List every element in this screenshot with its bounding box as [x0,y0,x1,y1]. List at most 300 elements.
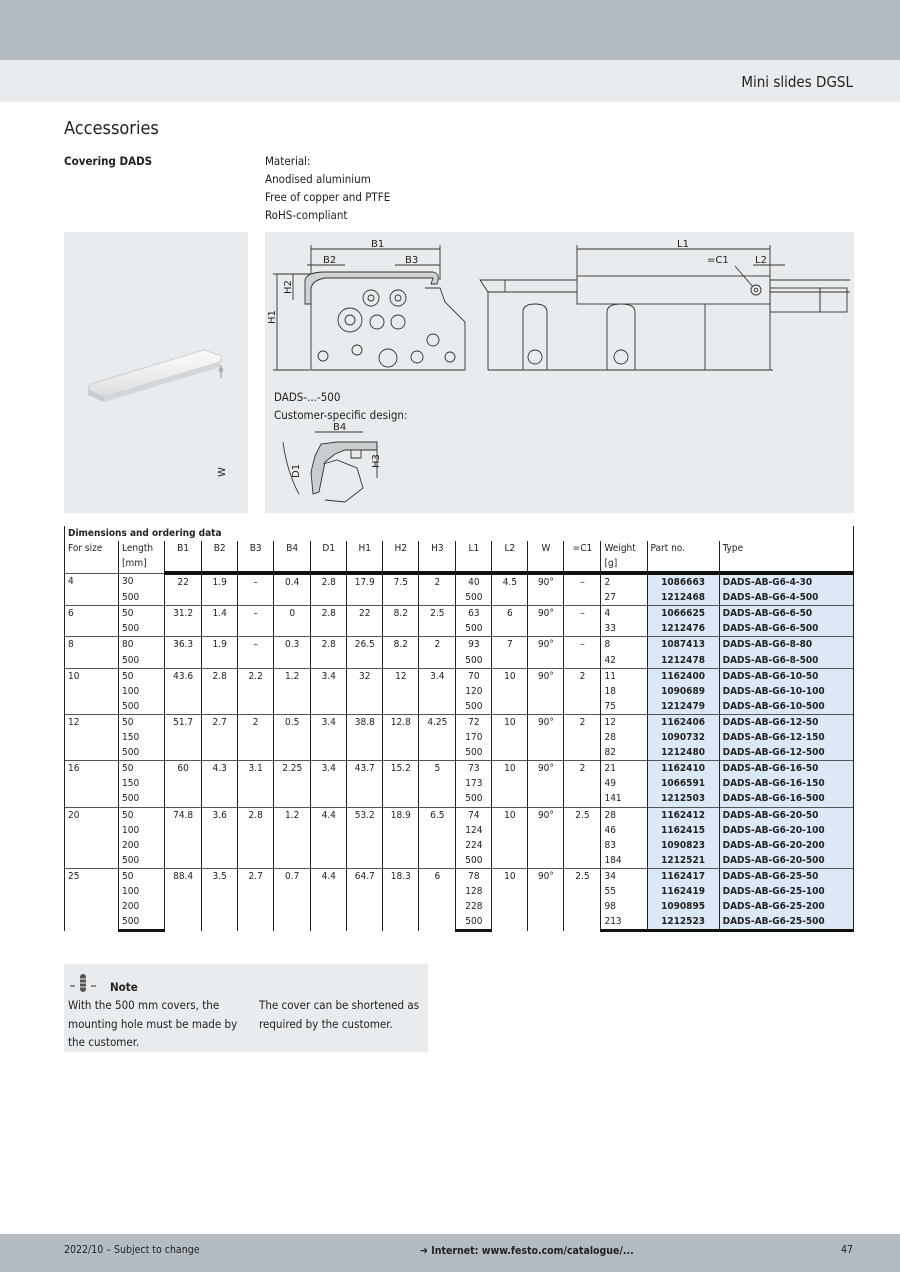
w-cell: 90° [528,668,564,714]
l2-cell: 10 [492,761,528,807]
l1-cell: 500 [456,914,492,931]
weight-cell: 42 [601,653,647,669]
column-header-label: H3 [431,543,444,555]
b3-cell: 2.7 [238,868,274,930]
b2-cell: 2.8 [202,668,238,714]
table-row [65,807,854,823]
column-header-unit [68,556,115,571]
h2-cell: 12 [383,668,419,714]
dim-l2-label: L2 [755,255,767,266]
footer-link[interactable]: ➔ Internet: www.festo.com/catalogue/... [420,1245,634,1257]
page-number: 47 [840,1244,853,1256]
technical-drawing [217,232,854,513]
l1-cell: 63 [456,606,492,622]
column-header-label: H2 [394,543,408,555]
b2-cell: 3.6 [202,807,238,868]
column-header-label: L2 [504,543,516,555]
column-header-unit: [g] [604,558,618,570]
h2-cell: 8.2 [383,606,419,637]
l1-cell: 74 [456,807,492,823]
part-number-cell: 1162400 [647,668,719,684]
part-number-cell: 1066591 [647,776,719,791]
l2-cell: 10 [492,714,528,760]
weight-cell: 4 [601,606,647,622]
l1-cell: 500 [456,653,492,669]
size-cell: 10 [65,668,119,714]
b1-cell: 31.2 [165,606,202,637]
column-header-label: D1 [322,543,336,555]
column-header-label: For size [68,543,103,555]
b3-cell: – [238,637,274,668]
part-number-cell: 1162415 [647,823,719,838]
h2-cell: 15.2 [383,761,419,807]
length-cell: 50 [119,668,165,684]
length-cell: 150 [119,730,165,745]
type-cell: DADS-AB-G6-12-150 [719,730,853,745]
part-number-cell: 1162419 [647,884,719,899]
l1-cell: 500 [456,745,492,761]
dim-h2-label: H2 [283,280,294,294]
drawing-caption-standard: DADS-...-500 [274,390,341,404]
type-cell: DADS-AB-G6-25-50 [719,868,853,884]
column-header-label: L1 [468,543,480,555]
length-cell: 100 [119,684,165,699]
column-header [564,541,601,573]
note-label: Note [110,980,138,994]
type-cell: DADS-AB-G6-25-100 [719,884,853,899]
type-cell: DADS-AB-G6-10-500 [719,699,853,715]
column-header-label: =C1 [572,543,593,555]
material-line: Free of copper and PTFE [265,190,391,204]
h3-cell: 2.5 [419,606,456,637]
footer-date: 2022/10 – Subject to change [64,1244,200,1256]
weight-cell: 34 [601,868,647,884]
l1-cell: 93 [456,637,492,653]
column-header-unit [495,556,524,571]
w-cell: 90° [528,606,564,637]
column-header-label: B3 [249,543,262,555]
length-cell: 100 [119,884,165,899]
type-cell: DADS-AB-G6-6-500 [719,621,853,637]
part-number-cell: 1212468 [647,590,719,606]
column-header-unit [567,556,597,571]
column-header-label: Weight [604,543,636,555]
column-header-unit [168,556,198,571]
l1-cell: 78 [456,868,492,884]
length-cell: 200 [119,899,165,914]
table-row [65,606,854,622]
type-cell: DADS-AB-G6-4-30 [719,573,853,590]
l2-cell: 10 [492,807,528,868]
length-cell: 500 [119,914,165,931]
column-header [528,541,564,573]
part-number-cell: 1090689 [647,684,719,699]
length-cell: 500 [119,853,165,869]
c1-cell: 2 [564,714,601,760]
b1-cell: 60 [165,761,202,807]
l2-cell: 4.5 [492,573,528,606]
type-cell: DADS-AB-G6-25-500 [719,914,853,931]
l1-cell: 500 [456,699,492,715]
section-title: Accessories [64,118,159,139]
type-cell: DADS-AB-G6-25-200 [719,899,853,914]
column-header-unit [350,556,379,571]
column-header [274,541,311,573]
b2-cell: 2.7 [202,714,238,760]
part-number-cell: 1212479 [647,699,719,715]
h1-cell: 38.8 [347,714,383,760]
length-cell: 500 [119,699,165,715]
part-number-cell: 1212521 [647,853,719,869]
column-header-unit [459,556,488,571]
part-number-cell: 1162412 [647,807,719,823]
h3-cell: 4.25 [419,714,456,760]
column-header-label: B2 [213,543,226,555]
size-cell: 6 [65,606,119,637]
b2-cell: 1.9 [202,573,238,606]
b4-cell: 2.25 [274,761,311,807]
weight-cell: 33 [601,621,647,637]
drawing-caption-custom: Customer-specific design: [274,408,408,422]
column-header [347,541,383,573]
part-number-cell: 1090732 [647,730,719,745]
weight-cell: 141 [601,791,647,807]
weight-cell: 27 [601,590,647,606]
c1-cell: – [564,573,601,606]
product-title: Mini slides DGSL [741,73,853,91]
c1-cell: 2.5 [564,807,601,868]
note-box [64,964,428,1052]
size-cell: 16 [65,761,119,807]
column-header [119,541,165,573]
weight-cell: 2 [601,573,647,590]
dim-w-label: W [217,467,228,477]
b4-cell: 0.3 [274,637,311,668]
c1-cell: 2 [564,761,601,807]
length-cell: 500 [119,621,165,637]
column-header [65,541,119,573]
type-cell: DADS-AB-G6-20-200 [719,838,853,853]
column-header-unit [277,556,307,571]
h1-cell: 43.7 [347,761,383,807]
weight-cell: 213 [601,914,647,931]
weight-cell: 18 [601,684,647,699]
weight-cell: 11 [601,668,647,684]
b2-cell: 1.9 [202,637,238,668]
column-header-unit [314,556,343,571]
l2-cell: 7 [492,637,528,668]
dim-b2-label: B2 [323,255,337,266]
b4-cell: 0 [274,606,311,637]
b4-cell: 1.2 [274,807,311,868]
column-header-unit [241,556,270,571]
part-number-cell: 1212480 [647,745,719,761]
column-header-label: Part no. [650,543,685,555]
d1-cell: 2.8 [311,606,347,637]
column-header [202,541,238,573]
length-cell: 500 [119,791,165,807]
table-row [65,668,854,684]
l1-cell: 170 [456,730,492,745]
b3-cell: 3.1 [238,761,274,807]
weight-cell: 82 [601,745,647,761]
h2-cell: 7.5 [383,573,419,606]
page-header [0,60,900,102]
b2-cell: 3.5 [202,868,238,930]
d1-cell: 3.4 [311,714,347,760]
length-cell: 500 [119,590,165,606]
type-cell: DADS-AB-G6-6-50 [719,606,853,622]
column-header [647,541,719,573]
part-number-cell: 1090823 [647,838,719,853]
dim-b4-label: B4 [333,422,347,433]
table-body [65,573,854,931]
dim-d1-label: D1 [291,463,302,478]
l1-cell: 173 [456,776,492,791]
column-header-unit [651,556,716,571]
type-cell: DADS-AB-G6-8-80 [719,637,853,653]
l2-cell: 10 [492,868,528,930]
h1-cell: 64.7 [347,868,383,930]
type-cell: DADS-AB-G6-10-100 [719,684,853,699]
column-header-label: W [541,543,551,555]
part-number-cell: 1162417 [647,868,719,884]
length-cell: 50 [119,761,165,777]
size-cell: 4 [65,573,119,606]
l1-cell: 500 [456,853,492,869]
d1-cell: 2.8 [311,637,347,668]
h3-cell: 3.4 [419,668,456,714]
part-number-cell: 1212523 [647,914,719,931]
dimensions-table [64,526,854,932]
b3-cell: 2.2 [238,668,274,714]
column-header [383,541,419,573]
l2-cell: 6 [492,606,528,637]
material-line: Anodised aluminium [265,172,371,186]
column-header [238,541,274,573]
column-header [419,541,456,573]
page-footer [0,1234,900,1272]
technical-drawing-panel [217,232,854,513]
table-row [65,761,854,777]
length-cell: 200 [119,838,165,853]
w-cell: 90° [528,868,564,930]
b1-cell: 43.6 [165,668,202,714]
type-cell: DADS-AB-G6-8-500 [719,653,853,669]
h3-cell: 5 [419,761,456,807]
weight-cell: 83 [601,838,647,853]
c1-cell: 2.5 [564,868,601,930]
l1-cell: 72 [456,714,492,730]
dim-l1-label: L1 [677,239,689,250]
l1-cell: 128 [456,884,492,899]
w-cell: 90° [528,807,564,868]
l1-cell: 120 [456,684,492,699]
weight-cell: 98 [601,899,647,914]
weight-cell: 184 [601,853,647,869]
l1-cell: 500 [456,590,492,606]
type-cell: DADS-AB-G6-4-500 [719,590,853,606]
l1-cell: 73 [456,761,492,777]
length-cell: 500 [119,745,165,761]
product-subhead: Covering DADS [64,154,153,168]
l1-cell: 224 [456,838,492,853]
length-cell: 80 [119,637,165,653]
column-header [165,541,202,573]
length-cell: 50 [119,807,165,823]
part-number-cell: 1087413 [647,637,719,653]
column-header-unit [723,556,850,571]
b1-cell: 22 [165,573,202,606]
l1-cell: 500 [456,621,492,637]
column-header-unit [422,556,452,571]
b3-cell: 2 [238,714,274,760]
l1-cell: 228 [456,899,492,914]
h1-cell: 17.9 [347,573,383,606]
d1-cell: 4.4 [311,807,347,868]
part-number-cell: 1212476 [647,621,719,637]
column-header [492,541,528,573]
l1-cell: 500 [456,791,492,807]
h3-cell: 2 [419,637,456,668]
part-number-cell: 1086663 [647,573,719,590]
type-cell: DADS-AB-G6-20-500 [719,853,853,869]
length-cell: 50 [119,714,165,730]
b4-cell: 0.5 [274,714,311,760]
d1-cell: 3.4 [311,761,347,807]
b1-cell: 36.3 [165,637,202,668]
h1-cell: 32 [347,668,383,714]
type-cell: DADS-AB-G6-10-50 [719,668,853,684]
part-number-cell: 1212503 [647,791,719,807]
weight-cell: 12 [601,714,647,730]
dim-h1-label: H1 [267,310,278,324]
type-cell: DADS-AB-G6-16-50 [719,761,853,777]
weight-cell: 75 [601,699,647,715]
h2-cell: 18.3 [383,868,419,930]
part-number-cell: 1066625 [647,606,719,622]
h2-cell: 18.9 [383,807,419,868]
dim-b3-label: B3 [405,255,419,266]
weight-cell: 55 [601,884,647,899]
top-band [0,0,900,60]
length-cell: 150 [119,776,165,791]
dimensions-table-wrap [64,526,854,932]
material-line: RoHS-compliant [265,208,348,222]
table-caption: Dimensions and ordering data [65,526,854,541]
column-header [719,541,853,573]
h1-cell: 22 [347,606,383,637]
c1-cell: – [564,637,601,668]
weight-cell: 28 [601,807,647,823]
b4-cell: 0.4 [274,573,311,606]
h3-cell: 2 [419,573,456,606]
l2-cell: 10 [492,668,528,714]
d1-cell: 2.8 [311,573,347,606]
h2-cell: 12.8 [383,714,419,760]
type-cell: DADS-AB-G6-12-500 [719,745,853,761]
weight-cell: 28 [601,730,647,745]
b1-cell: 88.4 [165,868,202,930]
type-cell: DADS-AB-G6-20-100 [719,823,853,838]
weight-cell: 49 [601,776,647,791]
table-row [65,573,854,590]
l1-cell: 40 [456,573,492,590]
weight-cell: 21 [601,761,647,777]
l1-cell: 124 [456,823,492,838]
column-header-label: B4 [286,543,299,555]
h1-cell: 53.2 [347,807,383,868]
b2-cell: 4.3 [202,761,238,807]
column-header-label: B1 [177,543,190,555]
w-cell: 90° [528,761,564,807]
column-header-unit [531,556,560,571]
size-cell: 12 [65,714,119,760]
type-cell: DADS-AB-G6-16-500 [719,791,853,807]
type-cell: DADS-AB-G6-12-50 [719,714,853,730]
h1-cell: 26.5 [347,637,383,668]
d1-cell: 4.4 [311,868,347,930]
type-cell: DADS-AB-G6-20-50 [719,807,853,823]
size-cell: 20 [65,807,119,868]
column-header [456,541,492,573]
length-cell: 30 [119,573,165,590]
column-header-unit [386,556,415,571]
part-number-cell: 1162406 [647,714,719,730]
length-cell: 500 [119,653,165,669]
c1-cell: 2 [564,668,601,714]
column-header-unit: [mm] [122,558,147,570]
d1-cell: 3.4 [311,668,347,714]
note-text-1: With the 500 mm covers, the mounting hole must be made by the customer. [68,998,238,1049]
size-cell: 25 [65,868,119,930]
note-icon [68,972,98,994]
b3-cell: – [238,573,274,606]
h2-cell: 8.2 [383,637,419,668]
part-number-cell: 1162410 [647,761,719,777]
b3-cell: – [238,606,274,637]
column-header-label: Length [122,543,154,555]
dim-h3-label: H3 [371,454,382,468]
dim-c1-label: =C1 [707,255,729,266]
c1-cell: – [564,606,601,637]
length-cell: 50 [119,606,165,622]
h3-cell: 6 [419,868,456,930]
h3-cell: 6.5 [419,807,456,868]
length-cell: 100 [119,823,165,838]
b3-cell: 2.8 [238,807,274,868]
w-cell: 90° [528,714,564,760]
b4-cell: 1.2 [274,668,311,714]
column-header [311,541,347,573]
type-cell: DADS-AB-G6-16-150 [719,776,853,791]
note-text-2: The cover can be shortened as required by the customer. [259,998,420,1031]
table-row [65,868,854,884]
dim-b1-label: B1 [371,239,385,250]
column-header-unit [205,556,234,571]
size-cell: 8 [65,637,119,668]
b4-cell: 0.7 [274,868,311,930]
material-list [265,152,390,224]
w-cell: 90° [528,637,564,668]
part-number-cell: 1090895 [647,899,719,914]
column-header-label: Type [722,543,744,555]
material-line: Material: [265,154,311,168]
weight-cell: 46 [601,823,647,838]
b1-cell: 51.7 [165,714,202,760]
column-header [601,541,647,573]
l1-cell: 70 [456,668,492,684]
